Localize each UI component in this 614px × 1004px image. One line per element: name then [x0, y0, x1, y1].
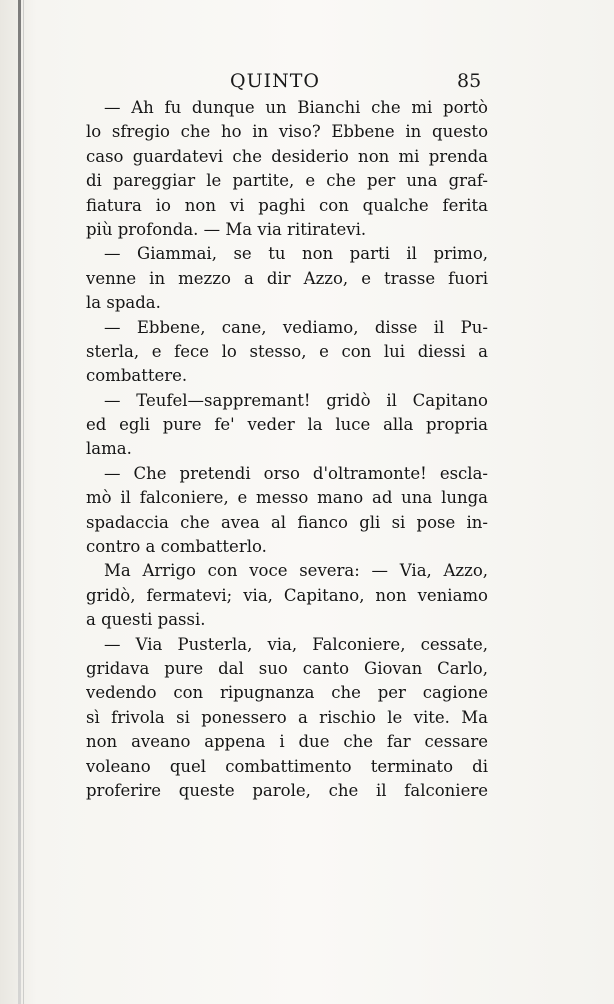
text-line: voleano quel combattimento terminato di [86, 756, 488, 776]
text-line: spadaccia che avea al fianco gli si pose in- [86, 512, 488, 532]
text-line: vedendo con ripugnanza che per cagione [86, 683, 488, 703]
body-text [86, 96, 488, 803]
text-line: — Teufel—sappremant! gridò il Capitano [104, 390, 488, 410]
running-head: QUINTO [230, 70, 320, 92]
text-line: Ma Arrigo con voce severa: — Via, Azzo, [104, 561, 488, 581]
text-line: gridò, fermatevi; via, Capitano, non veniamo [86, 585, 488, 605]
text-line: la spada. [86, 293, 161, 313]
text-line: — Ah fu dunque un Bianchi che mi portò [104, 98, 488, 117]
text-line: sterla, e fece lo stesso, e con lui diessi a [86, 341, 488, 361]
page-number: 85 [457, 70, 482, 92]
text-line: combattere. [86, 366, 188, 386]
text-line: lo sfregio che ho in viso? Ebbene in questo [86, 122, 488, 142]
text-line: fiatura io non vi paghi con qualche ferita [86, 195, 488, 215]
text-line: contro a combatterlo. [86, 537, 267, 557]
text-line: mò il falconiere, e messo mano ad una lunga [86, 488, 488, 508]
text-line: caso guardatevi che desiderio non mi prenda [86, 146, 488, 166]
binding-edge [18, 0, 21, 1004]
text-line: — Che pretendi orso d'oltramonte! escla- [104, 463, 488, 483]
text-line: — Ebbene, cane, vediamo, disse il Pu- [104, 317, 488, 337]
text-line: lama. [86, 439, 132, 459]
text-line: — Via Pusterla, via, Falconiere, cessate, [104, 634, 488, 654]
text-line: proferire queste parole, che il falconiere [86, 780, 488, 800]
text-line: sì frivola si ponessero a rischio le vite. Ma [86, 707, 488, 727]
text-line: a questi passi. [86, 610, 206, 630]
text-line: non aveano appena i due che far cessare [86, 732, 488, 752]
text-line: venne in mezzo a dir Azzo, e trasse fuori [86, 268, 488, 288]
text-line: ed egli pure fe' veder la luce alla propria [86, 415, 488, 435]
text-line: di pareggiar le partite, e che per una graf- [86, 171, 488, 191]
binding-edge-shadow [23, 0, 24, 1004]
text-line: gridava pure dal suo canto Giovan Carlo, [86, 658, 488, 678]
text-line: più profonda. — Ma via ritiratevi. [86, 219, 367, 239]
text-line: — Giammai, se tu non parti il primo, [104, 244, 488, 264]
